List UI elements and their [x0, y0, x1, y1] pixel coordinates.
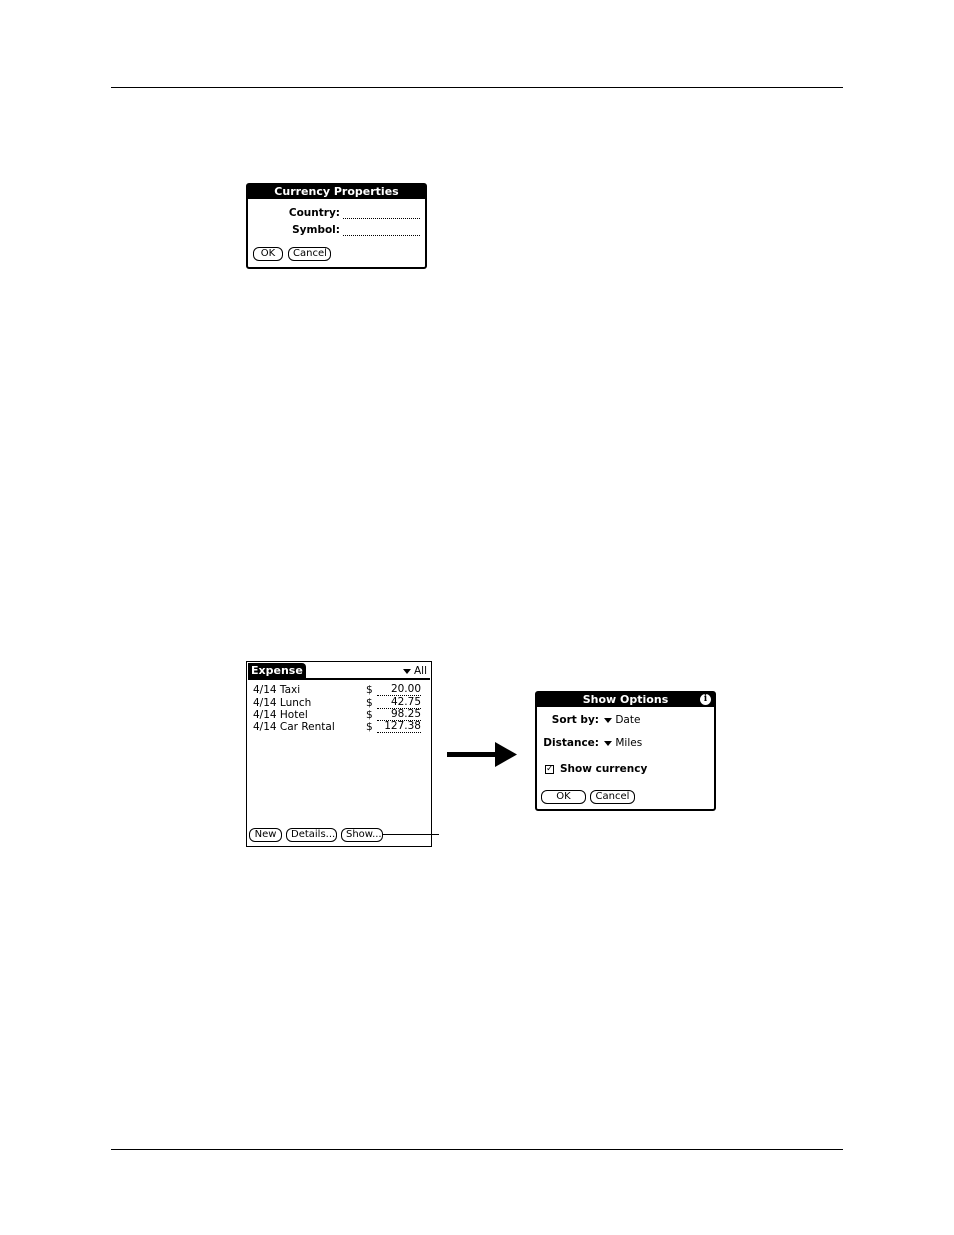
item-name: 4/14 Car Rental	[253, 721, 335, 733]
item-currency: $	[366, 721, 373, 733]
item-name: 4/14 Lunch	[253, 697, 312, 709]
title-bar-line	[248, 678, 430, 680]
dropdown-triangle-icon	[403, 669, 411, 674]
show-button[interactable]: Show...	[341, 828, 383, 842]
item-currency: $	[366, 709, 373, 721]
category-picker[interactable]	[403, 665, 427, 677]
list-item[interactable]	[253, 684, 423, 696]
right-arrow-icon	[447, 740, 519, 770]
item-currency: $	[366, 697, 373, 709]
cancel-button[interactable]: Cancel	[590, 790, 635, 804]
symbol-field[interactable]	[343, 235, 420, 236]
item-name: 4/14 Taxi	[253, 684, 301, 696]
expense-list-screen	[246, 661, 432, 847]
distance-label: Distance:	[543, 737, 599, 749]
item-amount[interactable]: 98.25	[377, 709, 421, 721]
sort-by-label: Sort by:	[551, 714, 599, 726]
country-field[interactable]	[343, 218, 420, 219]
show-currency-label: Show currency	[560, 763, 648, 775]
symbol-label: Symbol:	[292, 224, 340, 236]
dropdown-triangle-icon	[604, 718, 612, 723]
list-item[interactable]	[253, 721, 423, 733]
currency-properties-dialog	[246, 183, 427, 269]
show-options-dialog	[535, 691, 716, 811]
distance-value: Miles	[615, 737, 643, 749]
show-currency-checkbox[interactable]: ✓	[546, 764, 554, 774]
dialog-title: Currency Properties	[248, 185, 425, 199]
sort-by-picker[interactable]	[604, 714, 640, 726]
item-amount[interactable]: 20.00	[377, 684, 421, 696]
country-label: Country:	[288, 207, 340, 219]
category-value: All	[413, 665, 427, 677]
info-icon[interactable]: i	[700, 694, 711, 705]
dropdown-triangle-icon	[604, 741, 612, 746]
ok-button[interactable]: OK	[253, 247, 283, 261]
ok-button[interactable]: OK	[541, 790, 586, 804]
dialog-title-text: Show Options	[582, 693, 669, 706]
details-button[interactable]: Details...	[286, 828, 337, 842]
sort-by-value: Date	[615, 714, 641, 726]
item-name: 4/14 Hotel	[253, 709, 308, 721]
item-amount[interactable]: 42.75	[377, 697, 421, 709]
distance-picker[interactable]	[604, 737, 642, 749]
header-rule	[111, 87, 843, 88]
cancel-button[interactable]: Cancel	[288, 247, 331, 261]
item-amount[interactable]: 127.38	[377, 721, 421, 733]
callout-line	[383, 834, 439, 835]
new-button[interactable]: New	[249, 828, 282, 842]
app-title: Expense	[248, 663, 306, 678]
item-currency: $	[366, 684, 373, 696]
footer-rule	[111, 1149, 843, 1150]
dialog-title	[537, 693, 714, 707]
